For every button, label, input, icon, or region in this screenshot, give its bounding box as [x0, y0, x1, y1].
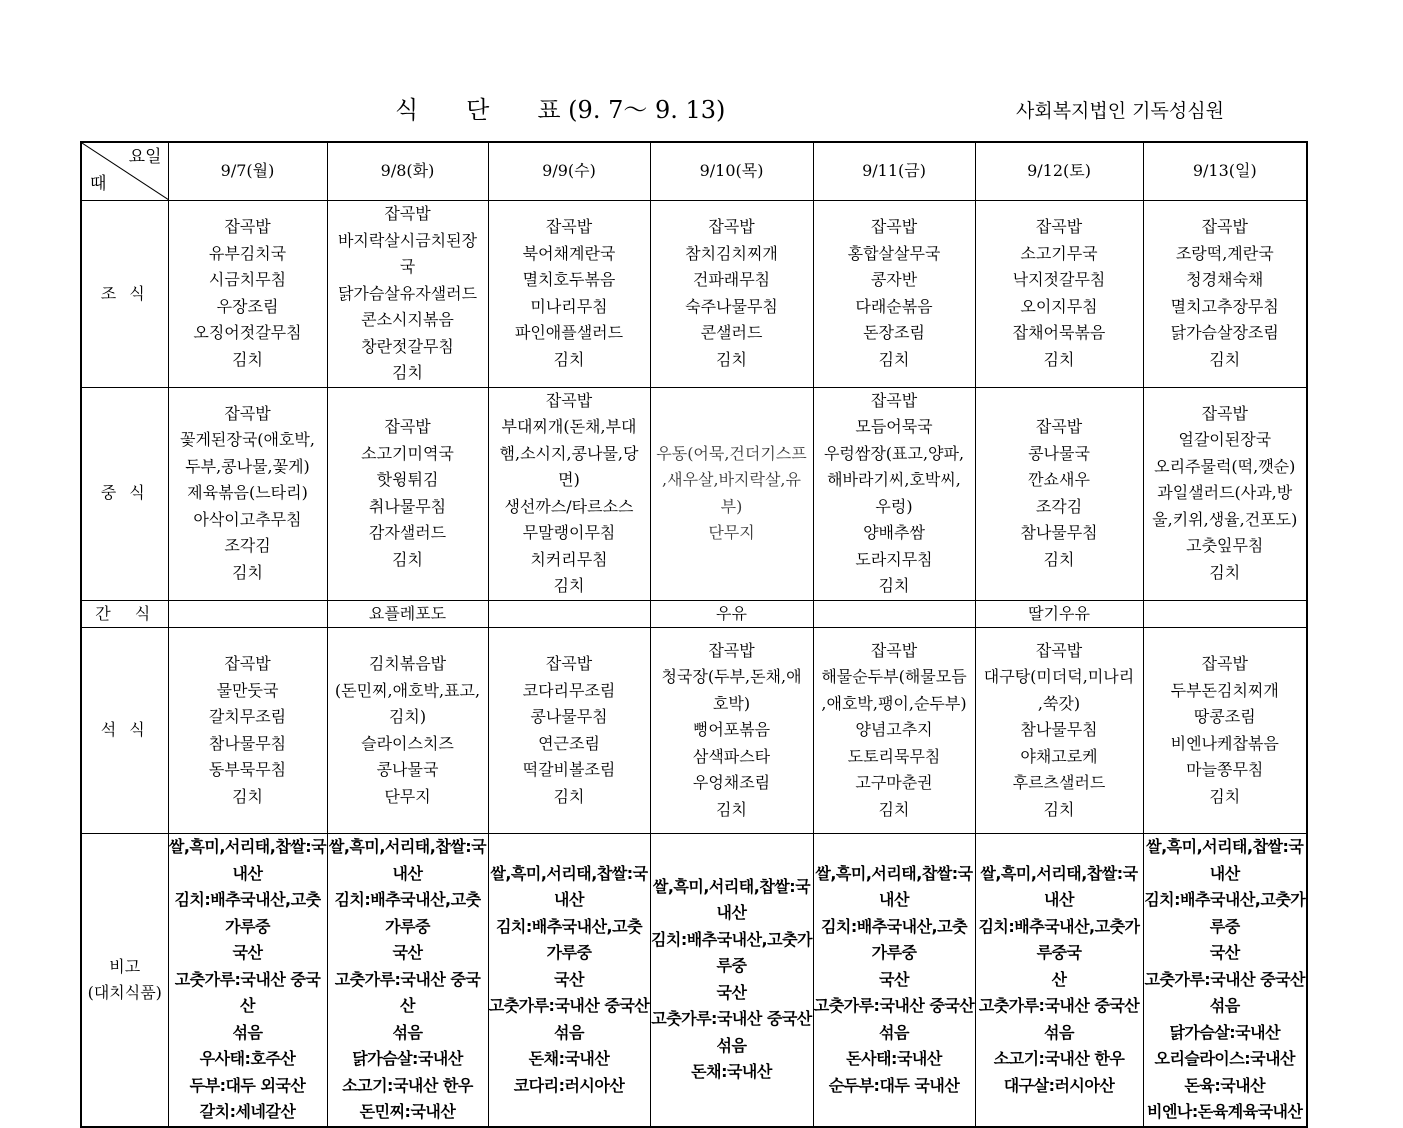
cell-line: 갈치:세네갈산: [199, 1102, 296, 1121]
cell-line: 호박): [712, 693, 751, 713]
cell-line: 얼갈이된장국: [1178, 430, 1272, 450]
cell-line: 조랑떡,계란국: [1175, 243, 1274, 263]
cell-line: 마늘쫑무침: [1186, 760, 1264, 779]
snack-label: 간 식: [81, 600, 168, 628]
cell-line: 김치: [553, 349, 585, 369]
snack-cell: [1143, 600, 1307, 628]
breakfast-cell: [327, 201, 488, 388]
cell-line: 우장조림: [216, 296, 279, 316]
cell-line: 해물순두부(해물모듬: [821, 667, 967, 687]
cell-line: ,애호박,팽이,순두부): [821, 693, 967, 713]
cell-line: 김치: [232, 562, 263, 582]
cell-line: 땅콩조림: [1193, 707, 1256, 726]
cell-line: 건파래무침: [692, 270, 771, 290]
cell-line: 참치김치찌개: [685, 243, 778, 263]
cell-line: 쌀,흑미,서리태,찹쌀:국내산: [652, 876, 811, 923]
cell-line: 무말랭이무침: [522, 523, 616, 542]
cell-line: 참나물무침: [1020, 720, 1098, 740]
cell-line: 제육볶음(느타리): [187, 483, 308, 503]
cell-line: 유부김치국: [208, 243, 287, 263]
dinner-cell: [975, 628, 1143, 834]
cell-line: 돈장조림: [863, 323, 925, 343]
cell-line: 소고기미역국: [361, 443, 454, 463]
notes-label: [81, 834, 168, 1127]
cell-line: 양배추쌈: [863, 523, 925, 542]
cell-line: 김치: [1209, 349, 1241, 369]
day-header: 9/7(월): [168, 142, 327, 201]
cell-line: 생선까스/타르소스: [504, 496, 634, 516]
cell-line: 쌀,흑미,서리태,찹쌀:국내산: [980, 863, 1138, 909]
day-axis-label: 요일: [128, 147, 162, 167]
day-header: 9/12(토): [975, 142, 1143, 201]
cell-line: 돈채:국내산: [528, 1049, 610, 1068]
cell-line: (돈민찌,애호박,표고,: [334, 680, 481, 700]
snack-cell: 요플레포도: [327, 600, 488, 628]
cell-line: 우엉채조림: [692, 773, 771, 793]
cell-line: 김치: [232, 786, 263, 806]
cell-line: 고춧가루:국내산 중국산: [174, 969, 321, 1015]
cell-line: 비엔나:돈육계육국내산: [1147, 1102, 1303, 1121]
cell-line: 시금치무침: [208, 270, 287, 290]
header-row: [81, 142, 1307, 201]
cell-line: 잡곡밥: [1201, 403, 1248, 423]
cell-line: 닭가슴살:국내산: [1169, 1022, 1281, 1042]
cell-line: 잡곡밥: [708, 640, 755, 660]
day-header: 9/11(금): [813, 142, 975, 201]
cell-line: 돈육:국내산: [1184, 1075, 1266, 1095]
cell-line: 산: [1051, 969, 1067, 989]
cell-line: 콩나물국: [1028, 443, 1090, 463]
menu-table: [80, 141, 1308, 1128]
cell-line: 닭가슴살장조림: [1170, 323, 1279, 343]
cell-line: 깐쇼새우: [1028, 470, 1090, 489]
cell-line: 양념고추지: [855, 720, 933, 740]
notes-cell: [650, 834, 813, 1127]
cell-line: 김치: [1043, 799, 1075, 819]
cell-line: 조각김: [224, 536, 271, 556]
cell-line: 갈치무조림: [208, 707, 287, 726]
cell-line: 물만둣국: [216, 680, 279, 700]
cell-line: 단무지: [708, 523, 755, 542]
cell-line: 김치: [716, 799, 747, 819]
cell-line: 창란젓갈무침: [361, 336, 454, 356]
cell-line: 단무지: [384, 786, 431, 806]
cell-line: 김치: [878, 576, 910, 595]
cell-line: 김치: [1209, 562, 1241, 582]
cell-line: 다래순볶음: [855, 296, 933, 316]
dinner-cell: [488, 628, 650, 834]
cell-line: 잡곡밥: [870, 217, 918, 237]
cell-line: 오징어젓갈무침: [193, 323, 302, 343]
cell-line: 국산: [554, 969, 584, 989]
cell-line: 김치:배추국내산,고춧가루중: [650, 929, 813, 976]
cell-line: 고춧가루:국내산 중국산: [334, 969, 481, 1015]
cell-line: 야채고로케: [1020, 746, 1098, 766]
notes-label-line1: 비고: [109, 956, 141, 976]
lunch-cell: [1143, 387, 1307, 600]
cell-line: 햄,소시지,콩나물,당: [499, 443, 639, 463]
cell-line: 잡곡밥: [1035, 640, 1083, 660]
lunch-label: 중 식: [81, 387, 168, 600]
cell-line: 잡곡밥: [224, 217, 271, 237]
cell-line: 슬라이스치즈: [361, 733, 454, 753]
cell-line: 감자샐러드: [368, 523, 447, 542]
cell-line: 소고기:국내산 한우: [993, 1049, 1125, 1068]
day-header: 9/9(수): [488, 142, 650, 201]
lunch-cell: [488, 387, 650, 600]
cell-line: 청국장(두부,돈채,애: [661, 667, 802, 687]
meal-axis-label: 때: [90, 174, 107, 194]
notes-row: [81, 834, 1307, 1127]
cell-line: 잡곡밥: [384, 417, 431, 436]
notes-label-line2: (대치식품): [87, 982, 162, 1002]
cell-line: 김치: [1209, 786, 1241, 806]
cell-line: 뻥어포볶음: [692, 720, 771, 740]
snack-cell: [813, 600, 975, 628]
cell-line: 아삭이고추무침: [193, 509, 302, 529]
cell-line: 김치볶음밥: [368, 654, 447, 673]
cell-line: 돈민찌:국내산: [359, 1102, 456, 1121]
snack-row: [81, 600, 1307, 628]
cell-line: 참나물무침: [1020, 523, 1098, 542]
dinner-cell: [327, 628, 488, 834]
notes-cell: [1143, 834, 1307, 1127]
cell-line: 국산: [716, 982, 747, 1002]
cell-line: 섞음: [232, 1022, 263, 1042]
cell-line: 잡곡밥: [1035, 417, 1083, 436]
cell-line: 쌀,흑미,서리태,찹쌀:국내산: [1146, 837, 1304, 883]
cell-line: 국: [399, 257, 416, 276]
cell-line: 콘소시지볶음: [361, 310, 454, 329]
cell-line: 두부,콩나물,꽃게): [185, 456, 310, 476]
cell-line: 김치:배추국내산,고춧가루중: [334, 890, 481, 936]
cell-line: 잡곡밥: [1201, 654, 1248, 673]
lunch-cell: [168, 387, 327, 600]
cell-line: 돈사태:국내산: [846, 1049, 942, 1068]
cell-line: 잡곡밥: [708, 217, 755, 237]
cell-line: 국산: [392, 943, 423, 962]
cell-line: 면): [558, 470, 580, 489]
cell-line: 취나물무침: [368, 496, 447, 516]
cell-line: 삼색파스타: [692, 746, 771, 766]
cell-line: 쌀,흑미,서리태,찹쌀:국내산: [168, 837, 327, 883]
notes-cell: [327, 834, 488, 1127]
cell-line: 잡곡밥: [870, 390, 918, 410]
cell-line: ,새우살,바지락살,유: [662, 470, 801, 489]
cell-line: 미나리무침: [530, 296, 608, 316]
breakfast-cell: [650, 201, 813, 388]
day-header: 9/13(일): [1143, 142, 1307, 201]
dinner-cell: [168, 628, 327, 834]
cell-line: 바지락살시금치된장: [337, 230, 478, 250]
dinner-cell: [1143, 628, 1307, 834]
cell-line: 연근조림: [538, 733, 600, 753]
breakfast-cell: [975, 201, 1143, 388]
cell-line: 고춧가루:국내산 중국산 섞음: [978, 996, 1140, 1042]
cell-line: 돈채:국내산: [691, 1062, 772, 1082]
cell-line: 부대찌개(돈채,부대: [501, 417, 637, 436]
cell-line: 국산: [1209, 943, 1240, 962]
cell-line: 도토리묵무침: [847, 746, 941, 766]
cell-line: 오리슬라이스:국내산: [1154, 1049, 1295, 1068]
day-header: 9/8(화): [327, 142, 488, 201]
breakfast-cell: [813, 201, 975, 388]
cell-line: 소고기:국내산 한우: [342, 1075, 473, 1095]
cell-line: 닭가슴살:국내산: [352, 1049, 463, 1068]
lunch-cell: [650, 387, 813, 600]
cell-line: 콘샐러드: [700, 323, 763, 343]
cell-line: 잡곡밥: [224, 654, 271, 673]
notes-cell: [975, 834, 1143, 1127]
day-header: 9/10(목): [650, 142, 813, 201]
cell-line: 코다리무조림: [522, 680, 616, 700]
cell-line: 잡곡밥: [224, 403, 271, 423]
cell-line: 멸치호두볶음: [522, 270, 616, 290]
cell-line: 고구마춘권: [855, 773, 933, 793]
cell-line: 김치: [1043, 549, 1075, 569]
cell-line: 조각김: [1035, 496, 1083, 516]
cell-line: 울,키위,생율,건포도): [1152, 509, 1298, 529]
cell-line: 모듬어묵국: [855, 417, 933, 436]
cell-line: 치커리무침: [530, 549, 608, 569]
cell-line: 멸치고추장무침: [1170, 296, 1279, 316]
cell-line: 김치: [878, 799, 910, 819]
cell-line: 김치: [553, 576, 585, 595]
cell-line: 고춧가루:국내산 중국산 섞음: [651, 1009, 812, 1055]
cell-line: 김치: [392, 363, 423, 382]
cell-line: 대구살:러시아산: [1003, 1075, 1115, 1095]
cell-line: 고춧잎무침: [1186, 536, 1264, 556]
corner-cell: [81, 142, 168, 201]
breakfast-cell: [168, 201, 327, 388]
dinner-label: 석 식: [81, 628, 168, 834]
cell-line: 파인애플샐러드: [514, 323, 624, 343]
cell-line: 순두부:대두 국내산: [828, 1075, 960, 1095]
cell-line: 쌀,흑미,서리태,찹쌀:국내산: [815, 863, 973, 909]
cell-line: 잡곡밥: [1035, 217, 1083, 237]
cell-line: 꽃게된장국(애호박,: [180, 430, 315, 450]
cell-line: 잡곡밥: [545, 390, 593, 410]
cell-line: 해바라기씨,호박씨,: [827, 470, 961, 489]
cell-line: 쌀,흑미,서리태,찹쌀:국내산: [490, 863, 648, 909]
cell-line: 고춧가루:국내산 중국산 섞음: [488, 996, 650, 1042]
notes-cell: [168, 834, 327, 1127]
cell-line: 닭가슴살유자샐러드: [337, 283, 478, 303]
breakfast-label: 조 식: [81, 201, 168, 388]
notes-cell: [488, 834, 650, 1127]
lunch-cell: [813, 387, 975, 600]
cell-line: 우렁쌈장(표고,양파,: [823, 443, 965, 463]
cell-line: 김치: [716, 349, 747, 369]
cell-line: 콩자반: [870, 270, 918, 290]
cell-line: 잡곡밥: [384, 204, 431, 223]
dinner-cell: [650, 628, 813, 834]
snack-cell: [488, 600, 650, 628]
cell-line: 김치: [232, 349, 263, 369]
cell-line: 콩나물국: [376, 760, 439, 779]
cell-line: 낙지젓갈무침: [1012, 270, 1106, 290]
cell-line: 고춧가루:국내산 중국산 섞음: [1144, 969, 1306, 1015]
cell-line: 홍합살살무국: [847, 243, 941, 263]
cell-line: 청경채숙채: [1186, 270, 1264, 290]
lunch-cell: [975, 387, 1143, 600]
cell-line: 북어채계란국: [522, 243, 616, 263]
cell-line: 김치: [553, 786, 585, 806]
cell-line: 오이지무침: [1020, 296, 1098, 316]
cell-line: 섞음: [392, 1022, 423, 1042]
breakfast-cell: [488, 201, 650, 388]
cell-line: 쌀,흑미,서리태,찹쌀:국내산: [328, 837, 487, 883]
cell-line: 핫윙튀김: [376, 470, 439, 489]
cell-line: 우동(어묵,건더기스프: [656, 443, 807, 463]
lunch-cell: [327, 387, 488, 600]
cell-line: 도라지무침: [855, 549, 933, 569]
organization-name: 사회복지법인 기독성심원: [1016, 100, 1224, 122]
cell-line: 김치: [878, 349, 910, 369]
breakfast-row: [81, 201, 1307, 388]
cell-line: 잡곡밥: [1201, 217, 1248, 237]
cell-line: 동부묵무침: [208, 760, 287, 779]
cell-line: 김치): [388, 707, 427, 726]
cell-line: 김치:배추국내산,고춧가루중: [1144, 890, 1306, 936]
cell-line: 김치:배추국내산,고춧가루중: [174, 890, 321, 936]
cell-line: 참나물무침: [208, 733, 287, 753]
cell-line: 과일샐러드(사과,방: [1157, 483, 1293, 503]
cell-line: 김치: [1043, 349, 1075, 369]
cell-line: 잡곡밥: [545, 654, 593, 673]
page-title: 식 단 표 (9. 7～ 9. 13): [395, 96, 726, 124]
cell-line: 콩나물무침: [530, 707, 608, 726]
cell-line: 부): [720, 496, 743, 516]
cell-line: 우렁): [875, 496, 913, 516]
breakfast-cell: [1143, 201, 1307, 388]
cell-line: 두부:대두 외국산: [189, 1075, 306, 1095]
cell-line: 오리주물럭(떡,깻순): [1154, 456, 1296, 476]
cell-line: 소고기무국: [1020, 243, 1098, 263]
lunch-row: [81, 387, 1307, 600]
cell-line: 국산: [879, 969, 909, 989]
cell-line: 고춧가루:국내산 중국산 섞음: [813, 996, 975, 1042]
cell-line: 김치:배추국내산,고춧가루중: [495, 916, 643, 962]
cell-line: 숙주나물무침: [685, 296, 778, 316]
cell-line: 떡갈비볼조림: [522, 760, 616, 779]
cell-line: 김치:배추국내산,고춧가루중국: [978, 916, 1140, 962]
dinner-cell: [813, 628, 975, 834]
snack-cell: 딸기우유: [975, 600, 1143, 628]
cell-line: 두부돈김치찌개: [1170, 680, 1279, 700]
notes-cell: [813, 834, 975, 1127]
snack-cell: 우유: [650, 600, 813, 628]
cell-line: 김치: [392, 549, 423, 569]
cell-line: 잡곡밥: [870, 640, 918, 660]
dinner-row: [81, 628, 1307, 834]
cell-line: 비엔나케찹볶음: [1170, 733, 1279, 753]
cell-line: 김치:배추국내산,고춧가루중: [820, 916, 968, 962]
cell-line: 대구탕(미더덕,미나리: [983, 667, 1135, 687]
cell-line: 코다리:러시아산: [513, 1075, 625, 1095]
cell-line: 국산: [232, 943, 263, 962]
cell-line: 잡곡밥: [545, 217, 593, 237]
cell-line: 후르츠샐러드: [1012, 773, 1106, 793]
cell-line: 우사태:호주산: [199, 1049, 296, 1068]
snack-cell: [168, 600, 327, 628]
cell-line: 잡채어묵볶음: [1012, 323, 1106, 343]
cell-line: ,쑥갓): [1037, 693, 1081, 713]
